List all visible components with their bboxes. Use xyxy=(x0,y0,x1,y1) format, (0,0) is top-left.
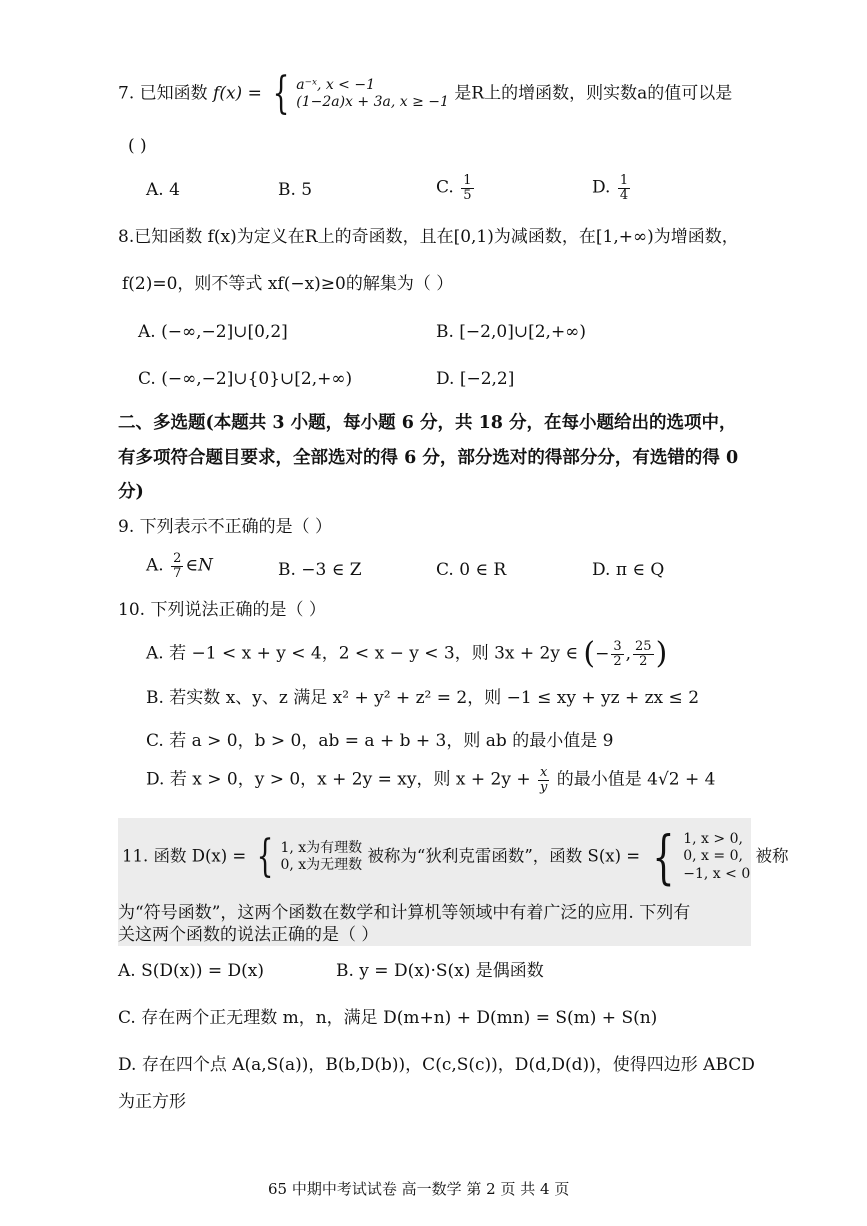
q8-option-c: C. (−∞,−2]∪{0}∪[2,+∞) xyxy=(138,369,353,389)
q11-s-case-2: 0, x = 0, xyxy=(683,848,743,865)
q10-stem: 10. 下列说法正确的是（ ） xyxy=(118,600,326,620)
q9-option-a-tail: ∈N xyxy=(185,555,213,576)
q11-option-a: A. S(D(x)) = D(x) xyxy=(118,961,265,981)
q7-option-a: A. 4 xyxy=(146,180,180,200)
q7-case-1: a⁻ˣ, x < −1 xyxy=(296,76,376,93)
q11-d-case-1: 1, x为有理数 xyxy=(280,839,363,856)
q11-option-c: C. 存在两个正无理数 m，n，满足 D(m+n) + D(mn) = S(m) + S(n) xyxy=(118,1008,658,1028)
section2-header-line-1: 二、多选题(本题共 3 小题，每小题 6 分，共 18 分，在每小题给出的选项中， xyxy=(118,413,737,433)
q7-brace: { xyxy=(272,68,290,119)
q9-option-a-fraction: $\frac{2}{7}$ xyxy=(173,551,182,581)
q8-option-d: D. [−2,2] xyxy=(436,369,515,389)
q9-option-a-label: A. xyxy=(146,555,164,576)
q11-option-d-line-2: 为正方形 xyxy=(118,1092,186,1112)
q11-stem-tail: 被称 xyxy=(755,846,789,866)
q10-option-c: C. 若 a > 0，b > 0，ab = a + b + 3，则 ab 的最小值是 9 xyxy=(146,731,614,751)
q10-option-a-text: A. 若 −1 < x + y < 4，2 < x − y < 3，则 3x + 2y ∈ xyxy=(146,643,578,664)
q7-stem xyxy=(118,68,733,119)
q11-s-case-3: −1, x < 0 xyxy=(683,865,751,882)
q7-option-b: B. 5 xyxy=(278,180,313,200)
q11-d-case-2: 0, x为无理数 xyxy=(280,857,363,873)
q10-option-a-fraction-2: $\frac{25}{2}$ xyxy=(635,638,652,669)
q10-option-d-text: D. 若 x > 0，y > 0，x + 2y = xy，则 x + 2y + xyxy=(146,769,531,790)
q10-option-b: B. 若实数 x、y、z 满足 x² + y² + z² = 2，则 −1 ≤ xy + yz + zx ≤ 2 xyxy=(146,688,700,708)
q7-option-d-fraction: $\frac{1}{4}$ xyxy=(619,173,629,203)
q11-d-brace: { xyxy=(257,831,274,882)
q8-stem-line-2: f(2)=0，则不等式 xf(−x)≥0的解集为（ ） xyxy=(122,274,454,294)
q11-stem-line-1 xyxy=(122,823,789,891)
q9-option-d: D. π ∈ Q xyxy=(592,560,665,580)
q7-number: 7. 已知函数 xyxy=(118,83,208,104)
q7-stem-tail: 是R上的增函数，则实数a的值可以是 xyxy=(454,83,733,104)
q11-s-piecewise xyxy=(645,823,751,891)
q7-piecewise xyxy=(267,68,449,119)
q11-s-case-1: 1, x > 0, xyxy=(683,830,743,847)
q8-option-b: B. [−2,0]∪[2,+∞) xyxy=(436,322,586,342)
q11-d-piecewise xyxy=(251,831,363,882)
q7-function-name: f(x) = xyxy=(213,83,262,104)
q7-option-c xyxy=(436,174,476,202)
page-footer: 65 中期中考试试卷 高一数学 第 2 页 共 4 页 xyxy=(268,1180,570,1198)
q11-stem-middle: 被称为“狄利克雷函数”，函数 S(x) = xyxy=(367,846,641,866)
q7-option-d-label: D. xyxy=(592,177,611,198)
q11-stem-line-3: 关这两个函数的说法正确的是（ ） xyxy=(118,925,379,945)
q11-stem-line-2: 为“符号函数”，这两个函数在数学和计算机等领域中有着广泛的应用. 下列有 xyxy=(118,903,691,923)
q10-option-a: A. 若 −1 < x + y < 4，2 < x − y < 3，则 3x + 2y ∈ (− $\frac{3}{2}$ , $\frac{25}{2}$ ) xyxy=(146,636,668,671)
q11-s-brace: { xyxy=(652,823,675,891)
q9-option-a xyxy=(146,552,213,580)
q7-answer-paren: ( ) xyxy=(128,136,147,156)
q10-option-d xyxy=(146,766,716,794)
q11-d-function-name: 11. 函数 D(x) = xyxy=(122,846,247,866)
section2-header-line-3: 分) xyxy=(118,482,144,502)
q10-option-d-fraction: $\frac{x}{y}$ xyxy=(539,765,548,795)
q7-option-d xyxy=(592,174,632,202)
section2-header-line-2: 有多项符合题目要求，全部选对的得 6 分，部分选对的得部分分，有选错的得 0 xyxy=(118,448,739,468)
q9-option-c: C. 0 ∈ R xyxy=(436,560,507,580)
q10-option-d-tail: 的最小值是 4√2 + 4 xyxy=(556,769,716,790)
q11-option-d-line-1: D. 存在四个点 A(a,S(a))，B(b,D(b))，C(c,S(c))，D(d,D(d))，使得四边形 ABCD xyxy=(118,1055,755,1075)
q8-option-a: A. (−∞,−2]∪[0,2] xyxy=(138,322,288,342)
q8-stem-line-1: 8.已知函数 f(x)为定义在R上的奇函数，且在[0,1)为减函数，在[1,+∞)为增函数， xyxy=(118,227,739,247)
q9-stem: 9. 下列表示不正确的是（ ） xyxy=(118,517,333,537)
q9-option-b: B. −3 ∈ Z xyxy=(278,560,362,580)
q7-option-c-fraction: $\frac{1}{5}$ xyxy=(463,173,472,203)
q7-case-2: (1−2a)x + 3a, x ≥ −1 xyxy=(296,94,449,110)
q11-option-b: B. y = D(x)·S(x) 是偶函数 xyxy=(336,961,544,981)
q7-option-c-label: C. xyxy=(436,177,454,198)
q10-option-a-fraction-1: $\frac{3}{2}$ xyxy=(613,638,622,669)
